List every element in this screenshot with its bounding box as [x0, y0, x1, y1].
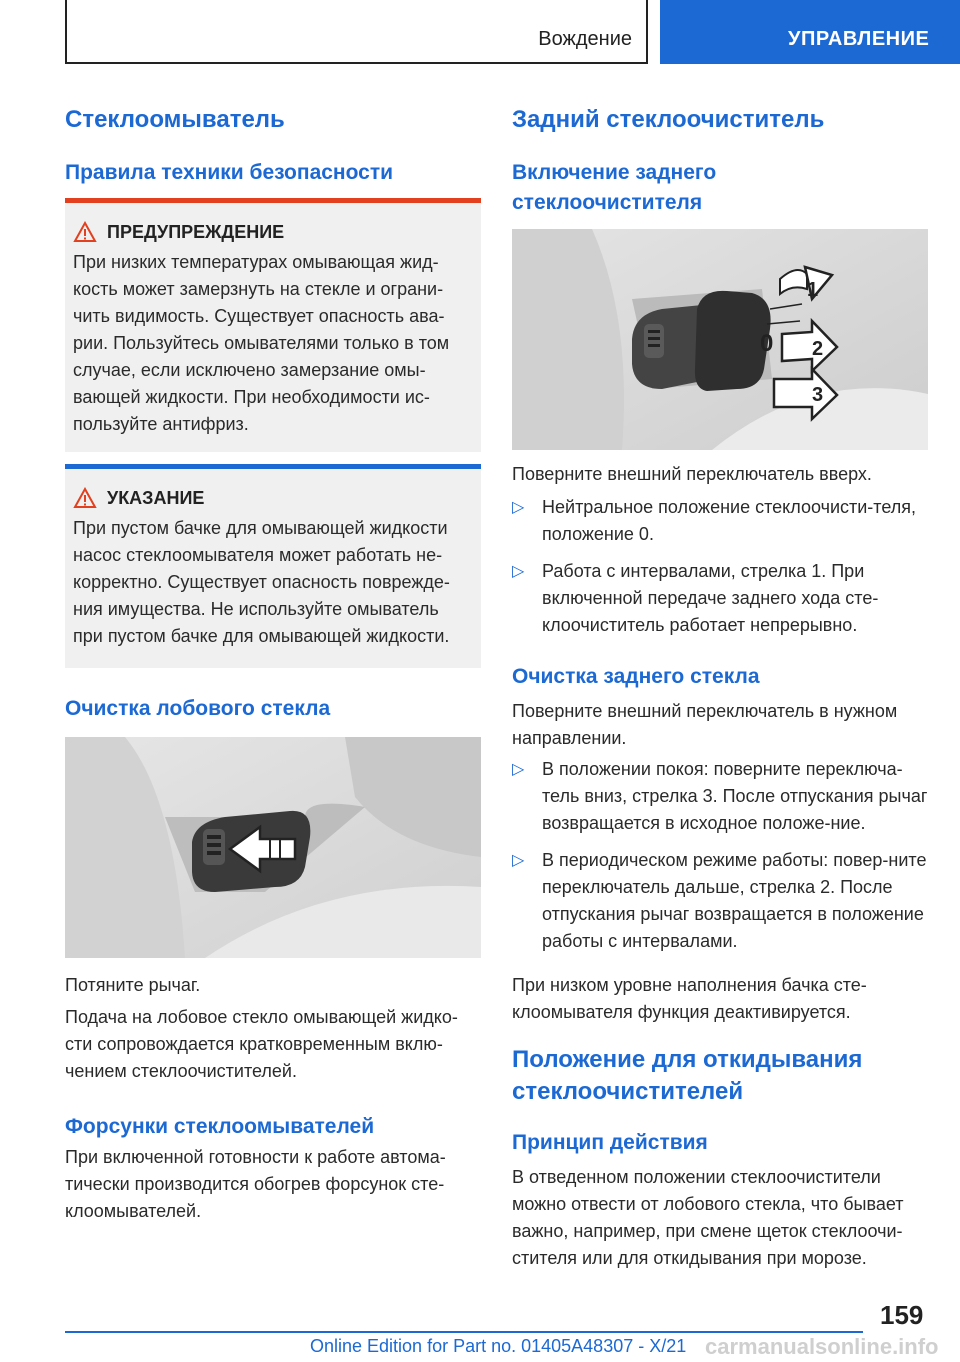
windshield-text: Подача на лобовое стекло омывающей жидко-сти сопровождается кратковременным вклю-чением стеклоочистителей.: [65, 1007, 458, 1081]
list-item: ▷ Нейтральное положение стеклоочисти-теля, положение 0.: [512, 494, 928, 548]
warning-triangle-icon: [73, 221, 97, 243]
turn-direction-text: Поверните внешний переключатель в нужном направлении.: [512, 701, 898, 748]
low-level-text: При низком уровне наполнения бачка сте-клоомывателя функция деактивируется.: [512, 975, 867, 1022]
heading-foldout: Положение для откидывания стеклоочистителей: [512, 1046, 863, 1105]
header-section-label: Вождение: [538, 28, 632, 50]
header-section-tab: [65, 0, 648, 64]
notice-text: При пустом бачке для омывающей жидкости насос стеклоомывателя может работать не-корректно. Существует опасность поврежде-ния имущества. Не используйте омыватель при пустом бачке для омывающей жидкости.: [73, 518, 450, 646]
figure-label-0: 0: [760, 330, 774, 357]
warning-text: При низких температурах омывающая жид-кость может замерзнуть на стекле и ограни-чить видимость. Существует опасность ава-рии. Пользуйтесь омывателями только в том случае, если исключено замерзание омы-вающей жидкости. При необходимости ис-пользуйте антифриз.: [73, 252, 450, 434]
heading-safety: Правила техники безопасности: [65, 161, 394, 184]
pull-lever-text: Потяните рычаг.: [65, 975, 201, 995]
turn-up-text: Поверните внешний переключатель вверх.: [512, 464, 872, 484]
heading-washer: Стеклоомыватель: [65, 106, 285, 133]
notice-title: УКАЗАНИЕ: [107, 487, 205, 508]
figure-label-2: 2: [812, 338, 824, 360]
bullet-triangle-icon: ▷: [512, 761, 525, 778]
bullet-triangle-icon: ▷: [512, 563, 525, 580]
windshield-lever-figure: [65, 737, 481, 958]
heading-rear-wiper: Задний стеклоочиститель: [512, 106, 825, 133]
heading-nozzles: Форсунки стеклоомывателей: [65, 1115, 375, 1138]
heading-windshield: Очистка лобового стекла: [65, 697, 331, 720]
enable-list: [512, 494, 928, 649]
figure-label-3: 3: [812, 384, 824, 406]
bullet-triangle-icon: ▷: [512, 499, 525, 516]
heading-enable-rear: Включение заднего стеклоочистителя: [512, 161, 717, 214]
page-number: 159: [880, 1300, 924, 1330]
warning-title: ПРЕДУПРЕЖДЕНИЕ: [107, 221, 285, 242]
watermark: carmanualsonline.info: [705, 1334, 939, 1359]
heading-clean-rear: Очистка заднего стекла: [512, 665, 760, 688]
footer-divider: [65, 1331, 863, 1333]
notice-triangle-icon: [73, 487, 97, 509]
warning-box: [65, 198, 481, 452]
clean-list: [512, 756, 928, 965]
notice-box: [65, 464, 481, 668]
list-item: ▷ Работа с интервалами, стрелка 1. При включенной передаче заднего хода сте-клоочиститель работает непрерывно.: [512, 558, 928, 639]
nozzles-text: При включенной готовности к работе автома-тически производится обогрев форсунок сте-клоомывателей.: [65, 1147, 446, 1221]
bullet-triangle-icon: ▷: [512, 852, 525, 869]
heading-principle: Принцип действия: [512, 1131, 708, 1154]
principle-text: В отведенном положении стеклоочистители можно отвести от лобового стекла, что бывает важно, например, при смене щеток стеклоочи-стителя или для откидывания при морозе.: [512, 1167, 904, 1268]
header-chapter-tab: [660, 0, 960, 64]
rear-wiper-switch-figure: [512, 229, 928, 450]
list-item: ▷ В положении покоя: поверните переключа-тель вниз, стрелка 3. После отпускания рычаг возвращается в исходное положе-ние.: [512, 756, 928, 837]
footer-edition: Online Edition for Part no. 01405A48307 - X/21: [310, 1336, 687, 1356]
header-chapter-label: УПРАВЛЕНИЕ: [788, 28, 930, 50]
figure-label-1: 1: [807, 279, 819, 301]
list-item: ▷ В периодическом режиме работы: повер-ните переключатель дальше, стрелка 2. После отпускания рычаг возвращается в положение работы с интервалами.: [512, 847, 928, 955]
